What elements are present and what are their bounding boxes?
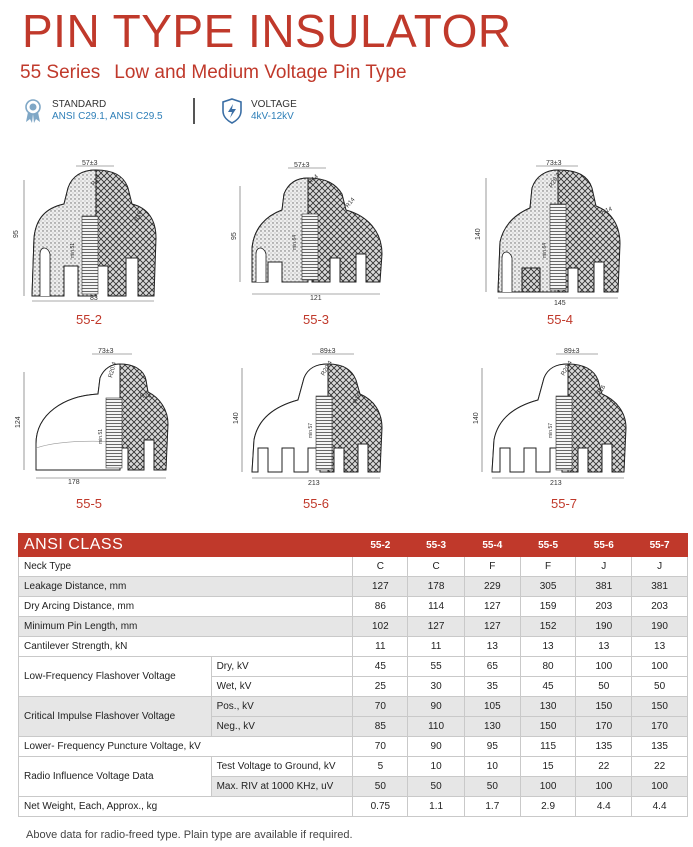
- radius-2: R14: [140, 394, 152, 400]
- radius-2: R14: [600, 206, 614, 216]
- radius-1: R20.4: [560, 360, 574, 377]
- cell: 22: [576, 757, 632, 777]
- group-label: Low-Frequency Flashover Voltage: [19, 657, 212, 697]
- cell: 305: [520, 577, 576, 597]
- header-model: 55-4: [464, 534, 520, 557]
- voltage-label: VOLTAGE: [251, 99, 297, 110]
- table-row: [19, 697, 688, 717]
- cell: 152: [520, 617, 576, 637]
- cell: 203: [576, 597, 632, 617]
- cell: 1.1: [408, 797, 465, 817]
- base-dim: 121: [310, 295, 322, 302]
- pin-length: min.64: [292, 234, 298, 250]
- cell: 1.7: [464, 797, 520, 817]
- radius-1: R14: [307, 173, 320, 186]
- pin-length: min.64: [542, 242, 548, 258]
- cell: 70: [353, 737, 408, 757]
- voltage-value: 4kV-12kV: [251, 111, 294, 122]
- page-subtitle: [20, 62, 407, 84]
- cell: 30: [408, 677, 465, 697]
- radius-1: R20.4: [548, 172, 562, 189]
- cell: 127: [464, 597, 520, 617]
- cell: 50: [353, 777, 408, 797]
- cell: 100: [520, 777, 576, 797]
- radius-2: R16: [596, 384, 608, 397]
- header-model: 55-6: [576, 534, 632, 557]
- table-header-row: [19, 534, 688, 557]
- base-dim: 145: [554, 300, 566, 307]
- top-dim: 57±3: [82, 160, 98, 167]
- top-dim: 73±3: [546, 160, 562, 167]
- cell: 150: [520, 717, 576, 737]
- radius-1: R20.4: [320, 360, 334, 377]
- height-dim: 95: [231, 232, 238, 240]
- row-label: Minimum Pin Length, mm: [19, 617, 353, 637]
- cell: 25: [353, 677, 408, 697]
- footnote: Above data for radio-freed type. Plain type are available if required.: [26, 829, 353, 841]
- cell: 0.75: [353, 797, 408, 817]
- height-dim: 140: [475, 228, 482, 240]
- award-ribbon-icon: [22, 98, 44, 124]
- header-model: 55-2: [353, 534, 408, 557]
- radius-1: R16: [90, 174, 102, 188]
- caption-55-2: 55-2: [75, 312, 103, 327]
- cell: 45: [353, 657, 408, 677]
- cell: 130: [464, 717, 520, 737]
- cell: 150: [576, 697, 632, 717]
- radius-2: R14: [344, 196, 357, 210]
- cell: 50: [464, 777, 520, 797]
- cell: 127: [408, 617, 465, 637]
- group-label: Radio Influence Voltage Data: [19, 757, 212, 797]
- cell: 50: [576, 677, 632, 697]
- cell: C: [408, 557, 465, 577]
- sub-label: Wet, kV: [211, 677, 353, 697]
- height-dim: 124: [15, 416, 22, 428]
- cell: 13: [632, 637, 688, 657]
- cell: 100: [632, 657, 688, 677]
- table-row: [19, 617, 688, 637]
- cell: J: [576, 557, 632, 577]
- cell: 50: [408, 777, 465, 797]
- pin-length: min.57: [308, 422, 314, 438]
- cell: 50: [632, 677, 688, 697]
- cell: 203: [632, 597, 688, 617]
- cell: 13: [464, 637, 520, 657]
- cell: 135: [632, 737, 688, 757]
- table-row: [19, 577, 688, 597]
- pin-length: min.57: [548, 422, 554, 438]
- caption-55-6: 55-6: [302, 496, 330, 511]
- drawing-55-7: [470, 344, 635, 492]
- cell: 5: [353, 757, 408, 777]
- spec-divider: [193, 98, 195, 124]
- cell: 190: [576, 617, 632, 637]
- header-model: 55-3: [408, 534, 465, 557]
- top-dim: 57±3: [294, 162, 310, 169]
- cell: 35: [464, 677, 520, 697]
- cell: 100: [632, 777, 688, 797]
- drawing-55-2: [14, 158, 169, 306]
- sub-label: Pos., kV: [211, 697, 353, 717]
- cell: 170: [576, 717, 632, 737]
- header-model: 55-7: [632, 534, 688, 557]
- cell: 115: [520, 737, 576, 757]
- ansi-class-label: ANSI CLASS: [19, 534, 353, 557]
- cell: 159: [520, 597, 576, 617]
- row-label: Net Weight, Each, Approx., kg: [19, 797, 353, 817]
- row-label: Cantilever Strength, kN: [19, 637, 353, 657]
- pin-length: min.51: [70, 242, 76, 258]
- table-row: [19, 597, 688, 617]
- sub-label: Test Voltage to Ground, kV: [211, 757, 353, 777]
- cell: 2.9: [520, 797, 576, 817]
- standard-spec: [22, 98, 163, 124]
- base-dim: 213: [550, 480, 562, 487]
- cell: 100: [576, 777, 632, 797]
- cell: 170: [632, 717, 688, 737]
- cell: 150: [632, 697, 688, 717]
- voltage-spec: [221, 98, 297, 124]
- cell: 70: [353, 697, 408, 717]
- caption-55-5: 55-5: [75, 496, 103, 511]
- base-dim: 178: [68, 479, 80, 486]
- sub-label: Neg., kV: [211, 717, 353, 737]
- cell: 4.4: [632, 797, 688, 817]
- top-dim: 89±3: [320, 348, 336, 355]
- cell: 135: [576, 737, 632, 757]
- spec-table: [18, 533, 688, 817]
- standard-label: STANDARD: [52, 99, 107, 110]
- row-label: Dry Arcing Distance, mm: [19, 597, 353, 617]
- radius-1: R20.4: [108, 361, 119, 379]
- cell: 110: [408, 717, 465, 737]
- table-row: [19, 737, 688, 757]
- cell: 229: [464, 577, 520, 597]
- cell: 90: [408, 697, 465, 717]
- table-row: [19, 637, 688, 657]
- header-model: 55-5: [520, 534, 576, 557]
- cell: 105: [464, 697, 520, 717]
- cell: 45: [520, 677, 576, 697]
- cell: 130: [520, 697, 576, 717]
- cell: 381: [576, 577, 632, 597]
- height-dim: 140: [233, 412, 240, 424]
- row-label: Neck Type: [19, 557, 353, 577]
- radius-2: R16: [352, 392, 364, 405]
- top-dim: 89±3: [564, 348, 580, 355]
- cell: 127: [353, 577, 408, 597]
- cell: 15: [520, 757, 576, 777]
- cell: 80: [520, 657, 576, 677]
- table-row: [19, 557, 688, 577]
- caption-55-3: 55-3: [302, 312, 330, 327]
- table-row: [19, 797, 688, 817]
- cell: 55: [408, 657, 465, 677]
- page-title: PIN TYPE INSULATOR: [22, 5, 512, 57]
- standard-value: ANSI C29.1, ANSI C29.5: [52, 111, 163, 122]
- table-row: [19, 757, 688, 777]
- cell: 102: [353, 617, 408, 637]
- cell: 86: [353, 597, 408, 617]
- group-label: Critical Impulse Flashover Voltage: [19, 697, 212, 737]
- cell: 13: [520, 637, 576, 657]
- cell: F: [464, 557, 520, 577]
- pin-length: min.51: [98, 428, 104, 444]
- caption-55-7: 55-7: [550, 496, 578, 511]
- row-label: Leakage Distance, mm: [19, 577, 353, 597]
- cell: 11: [353, 637, 408, 657]
- cell: 95: [464, 737, 520, 757]
- height-dim: 140: [473, 412, 480, 424]
- drawing-55-3: [232, 158, 392, 306]
- drawing-55-4: [474, 158, 634, 306]
- caption-55-4: 55-4: [546, 312, 574, 327]
- cell: 381: [632, 577, 688, 597]
- cell: J: [632, 557, 688, 577]
- cell: 90: [408, 737, 465, 757]
- table-row: [19, 657, 688, 677]
- drawing-55-6: [232, 344, 392, 492]
- cell: 11: [408, 637, 465, 657]
- drawing-55-5: [14, 344, 174, 492]
- cell: 85: [353, 717, 408, 737]
- cell: 4.4: [576, 797, 632, 817]
- cell: 10: [464, 757, 520, 777]
- cell: 127: [464, 617, 520, 637]
- base-dim: 213: [308, 480, 320, 487]
- subtitle-series: 55 Series: [20, 62, 101, 83]
- sub-label: Max. RIV at 1000 KHz, uV: [211, 777, 353, 797]
- sub-label: Dry, kV: [211, 657, 353, 677]
- cell: 10: [408, 757, 465, 777]
- cell: 114: [408, 597, 465, 617]
- cell: 178: [408, 577, 465, 597]
- cell: 65: [464, 657, 520, 677]
- cell: 13: [576, 637, 632, 657]
- lightning-shield-icon: [221, 98, 243, 124]
- cell: 100: [576, 657, 632, 677]
- cell: F: [520, 557, 576, 577]
- subtitle-description: Low and Medium Voltage Pin Type: [114, 62, 407, 83]
- radius-2: R16: [134, 210, 144, 223]
- cell: C: [353, 557, 408, 577]
- cell: 22: [632, 757, 688, 777]
- base-dim: 83: [90, 295, 98, 302]
- row-label: Lower- Frequency Puncture Voltage, kV: [19, 737, 353, 757]
- height-dim: 95: [13, 230, 20, 238]
- cell: 190: [632, 617, 688, 637]
- top-dim: 73±3: [98, 348, 114, 355]
